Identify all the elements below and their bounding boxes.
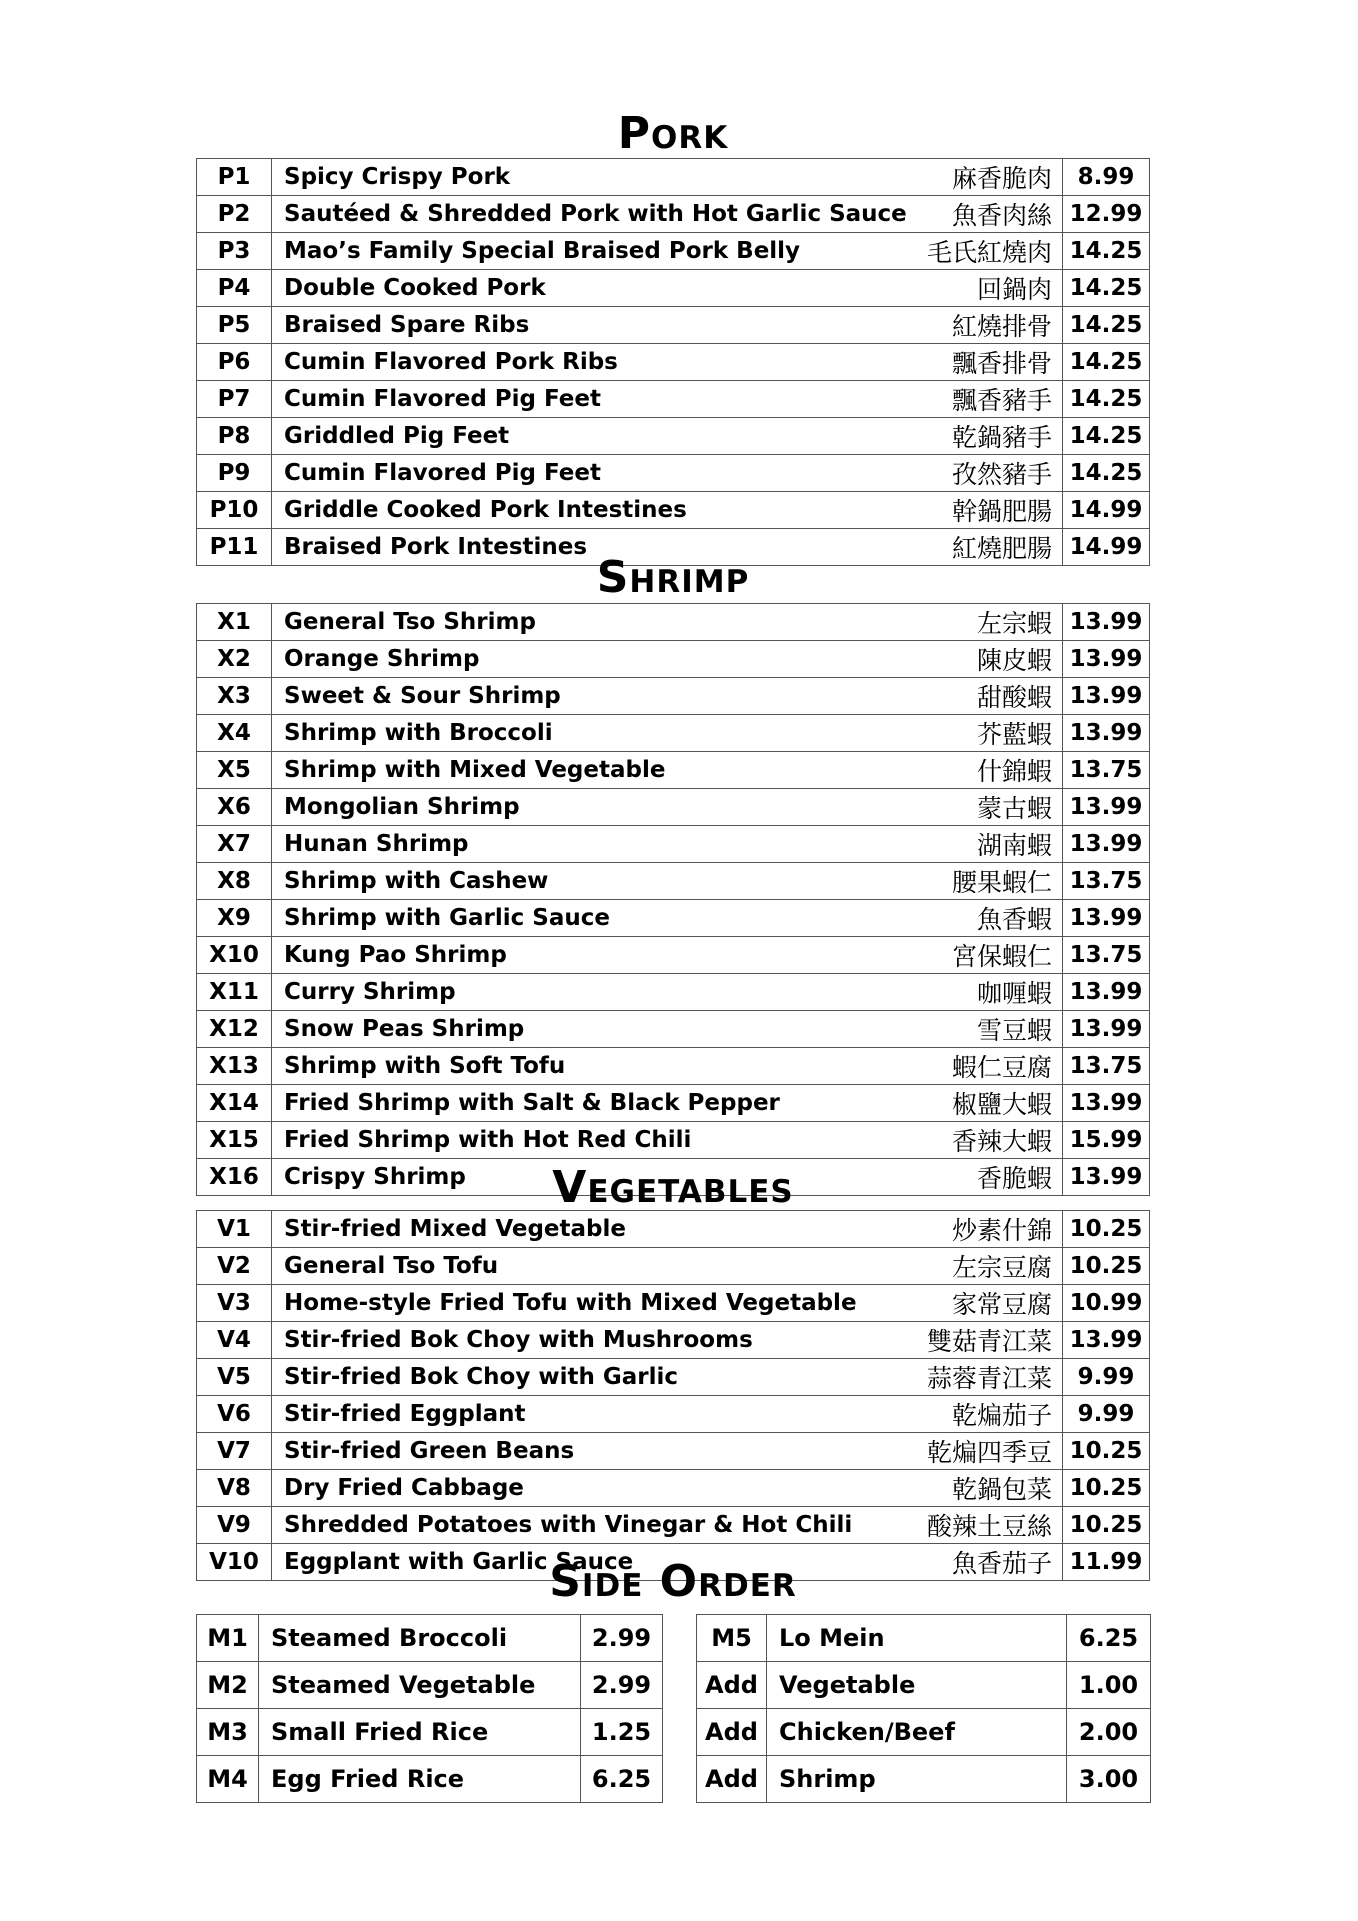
menu-row <box>197 492 1150 529</box>
side-item-name: Chicken/Beef <box>767 1709 1067 1756</box>
item-price: 13.75 <box>1063 1048 1150 1085</box>
item-price: 13.75 <box>1063 863 1150 900</box>
item-name: Spicy Crispy Pork <box>272 159 803 196</box>
item-chinese-name: 香脆蝦 <box>802 1159 1063 1196</box>
side-item-name: Steamed Vegetable <box>259 1662 581 1709</box>
item-price: 12.99 <box>1063 196 1150 233</box>
item-chinese-name: 飄香排骨 <box>802 344 1063 381</box>
item-price: 10.25 <box>1063 1470 1150 1507</box>
item-name: Snow Peas Shrimp <box>272 1011 803 1048</box>
item-chinese-name: 蝦仁豆腐 <box>802 1048 1063 1085</box>
item-chinese-name: 幹鍋肥腸 <box>802 492 1063 529</box>
menu-row <box>197 1322 1150 1359</box>
section-title-side-order: Side Order <box>549 1556 797 1607</box>
item-price: 14.99 <box>1063 529 1150 566</box>
item-name: Shrimp with Mixed Vegetable <box>272 752 803 789</box>
item-name: Curry Shrimp <box>272 974 803 1011</box>
side-item-price: 2.00 <box>1067 1709 1151 1756</box>
item-name: Griddled Pig Feet <box>272 418 803 455</box>
item-chinese-name: 乾鍋豬手 <box>802 418 1063 455</box>
menu-row <box>197 159 1150 196</box>
item-name: Fried Shrimp with Hot Red Chili <box>272 1122 803 1159</box>
section-title-pork: Pork <box>617 108 729 159</box>
item-chinese-name: 紅燒排骨 <box>802 307 1063 344</box>
item-chinese-name: 乾煸茄子 <box>802 1396 1063 1433</box>
item-code: V10 <box>197 1544 272 1581</box>
menu-row <box>197 789 1150 826</box>
side-item-code: M4 <box>197 1756 259 1803</box>
item-name: Hunan Shrimp <box>272 826 803 863</box>
item-code: P11 <box>197 529 272 566</box>
menu-table-pork <box>196 158 1150 566</box>
item-code: X12 <box>197 1011 272 1048</box>
item-name: Shrimp with Cashew <box>272 863 803 900</box>
menu-row <box>197 1396 1150 1433</box>
menu-row <box>197 752 1150 789</box>
item-chinese-name: 椒鹽大蝦 <box>802 1085 1063 1122</box>
menu-row <box>197 1011 1150 1048</box>
item-chinese-name: 酸辣土豆絲 <box>802 1507 1063 1544</box>
item-code: X5 <box>197 752 272 789</box>
side-item-price: 6.25 <box>581 1756 663 1803</box>
menu-row <box>197 974 1150 1011</box>
item-chinese-name: 炒素什錦 <box>802 1211 1063 1248</box>
item-chinese-name: 回鍋肉 <box>802 270 1063 307</box>
item-name: Shrimp with Broccoli <box>272 715 803 752</box>
item-price: 10.99 <box>1063 1285 1150 1322</box>
item-price: 13.75 <box>1063 752 1150 789</box>
item-code: V3 <box>197 1285 272 1322</box>
item-chinese-name: 蒜蓉青江菜 <box>802 1359 1063 1396</box>
section-title-shrimp: Shrimp <box>596 552 750 603</box>
item-price: 13.99 <box>1063 1322 1150 1359</box>
menu-row <box>197 1122 1150 1159</box>
side-item-price: 1.00 <box>1067 1662 1151 1709</box>
item-price: 13.99 <box>1063 678 1150 715</box>
item-name: General Tso Tofu <box>272 1248 803 1285</box>
side-order-row <box>197 1709 663 1756</box>
menu-row <box>197 1433 1150 1470</box>
item-code: X11 <box>197 974 272 1011</box>
side-item-code: Add <box>697 1756 767 1803</box>
side-item-name: Vegetable <box>767 1662 1067 1709</box>
item-name: Shrimp with Soft Tofu <box>272 1048 803 1085</box>
item-name: Eggplant with Garlic Sauce <box>272 1544 803 1581</box>
item-chinese-name: 蒙古蝦 <box>802 789 1063 826</box>
item-code: X1 <box>197 604 272 641</box>
item-code: X14 <box>197 1085 272 1122</box>
side-order-table-right <box>696 1614 1151 1803</box>
item-code: V9 <box>197 1507 272 1544</box>
item-chinese-name: 什錦蝦 <box>802 752 1063 789</box>
item-code: V1 <box>197 1211 272 1248</box>
item-chinese-name: 陳皮蝦 <box>802 641 1063 678</box>
item-name: Sweet & Sour Shrimp <box>272 678 803 715</box>
item-code: X6 <box>197 789 272 826</box>
side-order-row <box>697 1756 1151 1803</box>
item-price: 13.99 <box>1063 604 1150 641</box>
menu-row <box>197 1285 1150 1322</box>
item-code: X8 <box>197 863 272 900</box>
menu-row <box>197 233 1150 270</box>
menu-row <box>197 418 1150 455</box>
item-name: Stir-fried Bok Choy with Garlic <box>272 1359 803 1396</box>
side-order-row <box>697 1662 1151 1709</box>
item-code: V4 <box>197 1322 272 1359</box>
item-code: P6 <box>197 344 272 381</box>
item-price: 13.99 <box>1063 826 1150 863</box>
item-name: Sautéed & Shredded Pork with Hot Garlic Sauce <box>272 196 803 233</box>
item-chinese-name: 孜然豬手 <box>802 455 1063 492</box>
item-code: P3 <box>197 233 272 270</box>
menu-row <box>197 1470 1150 1507</box>
side-item-name: Small Fried Rice <box>259 1709 581 1756</box>
item-code: X4 <box>197 715 272 752</box>
item-code: P9 <box>197 455 272 492</box>
item-code: X9 <box>197 900 272 937</box>
menu-table-shrimp <box>196 603 1150 1196</box>
item-price: 13.99 <box>1063 1085 1150 1122</box>
side-order-table-left <box>196 1614 663 1803</box>
item-price: 14.25 <box>1063 381 1150 418</box>
menu-row <box>197 715 1150 752</box>
side-item-code: Add <box>697 1662 767 1709</box>
side-item-price: 2.99 <box>581 1615 663 1662</box>
item-code: X3 <box>197 678 272 715</box>
item-chinese-name: 魚香肉絲 <box>802 196 1063 233</box>
item-price: 14.25 <box>1063 307 1150 344</box>
item-price: 8.99 <box>1063 159 1150 196</box>
side-item-name: Lo Mein <box>767 1615 1067 1662</box>
item-name: Stir-fried Bok Choy with Mushrooms <box>272 1322 803 1359</box>
item-name: Shrimp with Garlic Sauce <box>272 900 803 937</box>
item-code: P1 <box>197 159 272 196</box>
item-name: Cumin Flavored Pig Feet <box>272 455 803 492</box>
item-name: Mao’s Family Special Braised Pork Belly <box>272 233 803 270</box>
menu-row <box>197 900 1150 937</box>
menu-row <box>197 1359 1150 1396</box>
item-chinese-name: 左宗豆腐 <box>802 1248 1063 1285</box>
item-chinese-name: 芥藍蝦 <box>802 715 1063 752</box>
item-code: P2 <box>197 196 272 233</box>
item-chinese-name: 乾鍋包菜 <box>802 1470 1063 1507</box>
item-chinese-name: 雙菇青江菜 <box>802 1322 1063 1359</box>
item-chinese-name: 家常豆腐 <box>802 1285 1063 1322</box>
item-name: Stir-fried Mixed Vegetable <box>272 1211 803 1248</box>
side-item-price: 3.00 <box>1067 1756 1151 1803</box>
menu-row <box>197 641 1150 678</box>
side-order-row <box>697 1709 1151 1756</box>
item-price: 10.25 <box>1063 1248 1150 1285</box>
item-chinese-name: 甜酸蝦 <box>802 678 1063 715</box>
menu-row <box>197 863 1150 900</box>
side-item-code: M1 <box>197 1615 259 1662</box>
menu-row <box>197 1248 1150 1285</box>
section-title-vegetables: Vegetables <box>552 1162 794 1213</box>
item-code: V6 <box>197 1396 272 1433</box>
item-code: X16 <box>197 1159 272 1196</box>
item-chinese-name: 雪豆蝦 <box>802 1011 1063 1048</box>
item-code: X7 <box>197 826 272 863</box>
item-code: X13 <box>197 1048 272 1085</box>
item-chinese-name: 毛氏紅燒肉 <box>802 233 1063 270</box>
item-chinese-name: 宮保蝦仁 <box>802 937 1063 974</box>
item-name: Mongolian Shrimp <box>272 789 803 826</box>
item-name: Braised Pork Intestines <box>272 529 803 566</box>
item-price: 15.99 <box>1063 1122 1150 1159</box>
item-price: 13.75 <box>1063 937 1150 974</box>
item-name: General Tso Shrimp <box>272 604 803 641</box>
item-chinese-name: 飄香豬手 <box>802 381 1063 418</box>
item-code: V2 <box>197 1248 272 1285</box>
side-item-price: 2.99 <box>581 1662 663 1709</box>
menu-row <box>197 381 1150 418</box>
item-name: Cumin Flavored Pig Feet <box>272 381 803 418</box>
item-chinese-name: 魚香茄子 <box>802 1544 1063 1581</box>
item-price: 13.99 <box>1063 1011 1150 1048</box>
item-price: 14.25 <box>1063 270 1150 307</box>
side-item-code: M3 <box>197 1709 259 1756</box>
item-price: 13.99 <box>1063 715 1150 752</box>
side-order-row <box>197 1756 663 1803</box>
item-chinese-name: 紅燒肥腸 <box>802 529 1063 566</box>
side-item-code: Add <box>697 1709 767 1756</box>
side-item-price: 1.25 <box>581 1709 663 1756</box>
item-code: X15 <box>197 1122 272 1159</box>
side-item-name: Egg Fried Rice <box>259 1756 581 1803</box>
item-code: P5 <box>197 307 272 344</box>
menu-row <box>197 196 1150 233</box>
item-price: 10.25 <box>1063 1507 1150 1544</box>
menu-row <box>197 826 1150 863</box>
item-price: 14.99 <box>1063 492 1150 529</box>
item-name: Stir-fried Green Beans <box>272 1433 803 1470</box>
menu-row <box>197 678 1150 715</box>
item-chinese-name: 香辣大蝦 <box>802 1122 1063 1159</box>
side-item-name: Steamed Broccoli <box>259 1615 581 1662</box>
item-chinese-name: 麻香脆肉 <box>802 159 1063 196</box>
item-chinese-name: 魚香蝦 <box>802 900 1063 937</box>
item-name: Dry Fried Cabbage <box>272 1470 803 1507</box>
item-name: Home-style Fried Tofu with Mixed Vegetable <box>272 1285 803 1322</box>
menu-row <box>197 455 1150 492</box>
menu-row <box>197 1048 1150 1085</box>
item-code: P8 <box>197 418 272 455</box>
item-price: 13.99 <box>1063 1159 1150 1196</box>
side-item-price: 6.25 <box>1067 1615 1151 1662</box>
item-name: Cumin Flavored Pork Ribs <box>272 344 803 381</box>
item-name: Crispy Shrimp <box>272 1159 803 1196</box>
item-price: 13.99 <box>1063 789 1150 826</box>
item-code: P7 <box>197 381 272 418</box>
item-code: P10 <box>197 492 272 529</box>
item-code: X2 <box>197 641 272 678</box>
item-chinese-name: 腰果蝦仁 <box>802 863 1063 900</box>
menu-row <box>197 1507 1150 1544</box>
menu-row <box>197 1211 1150 1248</box>
side-item-name: Shrimp <box>767 1756 1067 1803</box>
item-code: X10 <box>197 937 272 974</box>
item-name: Fried Shrimp with Salt & Black Pepper <box>272 1085 803 1122</box>
menu-table-vegetables <box>196 1210 1150 1581</box>
item-chinese-name: 湖南蝦 <box>802 826 1063 863</box>
menu-row <box>197 344 1150 381</box>
menu-row <box>197 1085 1150 1122</box>
item-code: V7 <box>197 1433 272 1470</box>
side-item-code: M5 <box>697 1615 767 1662</box>
item-name: Braised Spare Ribs <box>272 307 803 344</box>
item-price: 14.25 <box>1063 418 1150 455</box>
side-order-row <box>697 1615 1151 1662</box>
item-price: 10.25 <box>1063 1433 1150 1470</box>
item-price: 13.99 <box>1063 900 1150 937</box>
item-name: Orange Shrimp <box>272 641 803 678</box>
item-price: 9.99 <box>1063 1396 1150 1433</box>
item-price: 14.25 <box>1063 455 1150 492</box>
side-order-row <box>197 1662 663 1709</box>
item-code: P4 <box>197 270 272 307</box>
item-price: 14.25 <box>1063 233 1150 270</box>
item-name: Shredded Potatoes with Vinegar & Hot Chili <box>272 1507 803 1544</box>
item-name: Kung Pao Shrimp <box>272 937 803 974</box>
item-chinese-name: 乾煸四季豆 <box>802 1433 1063 1470</box>
side-item-code: M2 <box>197 1662 259 1709</box>
item-price: 10.25 <box>1063 1211 1150 1248</box>
item-name: Griddle Cooked Pork Intestines <box>272 492 803 529</box>
item-code: V8 <box>197 1470 272 1507</box>
item-name: Double Cooked Pork <box>272 270 803 307</box>
item-code: V5 <box>197 1359 272 1396</box>
menu-row <box>197 270 1150 307</box>
menu-row <box>197 604 1150 641</box>
side-order-row <box>197 1615 663 1662</box>
menu-row <box>197 937 1150 974</box>
item-chinese-name: 咖喱蝦 <box>802 974 1063 1011</box>
item-price: 11.99 <box>1063 1544 1150 1581</box>
item-price: 13.99 <box>1063 641 1150 678</box>
item-chinese-name: 左宗蝦 <box>802 604 1063 641</box>
item-price: 14.25 <box>1063 344 1150 381</box>
item-price: 13.99 <box>1063 974 1150 1011</box>
item-name: Stir-fried Eggplant <box>272 1396 803 1433</box>
item-price: 9.99 <box>1063 1359 1150 1396</box>
menu-row <box>197 307 1150 344</box>
